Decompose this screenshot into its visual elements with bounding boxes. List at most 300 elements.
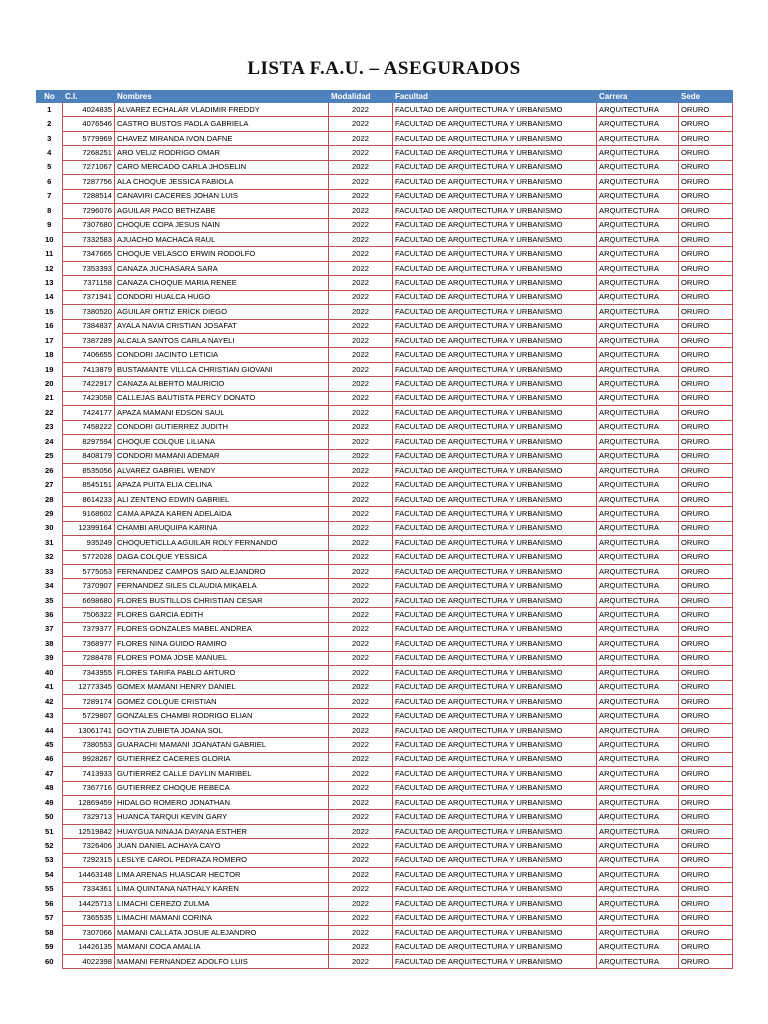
- cell-no: 32: [37, 550, 63, 564]
- cell-modalidad: 2022: [329, 175, 393, 189]
- cell-sede: ORURO: [679, 507, 733, 521]
- cell-no: 21: [37, 391, 63, 405]
- cell-nombres: GOMEX MAMANI HENRY DANIEL: [115, 680, 329, 694]
- cell-ci: 4024835: [63, 103, 115, 117]
- cell-no: 25: [37, 449, 63, 463]
- cell-sede: ORURO: [679, 565, 733, 579]
- cell-modalidad: 2022: [329, 420, 393, 434]
- table-row: [37, 189, 733, 203]
- table-row: [37, 622, 733, 636]
- cell-ci: 7368977: [63, 637, 115, 651]
- cell-carrera: ARQUITECTURA: [597, 146, 679, 160]
- cell-facultad: FACULTAD DE ARQUITECTURA Y URBANISMO: [393, 680, 597, 694]
- cell-sede: ORURO: [679, 767, 733, 781]
- cell-no: 43: [37, 709, 63, 723]
- column-header-modalidad: Modalidad: [329, 91, 393, 103]
- cell-facultad: FACULTAD DE ARQUITECTURA Y URBANISMO: [393, 897, 597, 911]
- cell-no: 3: [37, 131, 63, 145]
- cell-nombres: CANAZA JUCHASARA SARA: [115, 261, 329, 275]
- table-row: [37, 868, 733, 882]
- cell-sede: ORURO: [679, 723, 733, 737]
- cell-ci: 14426135: [63, 940, 115, 954]
- cell-ci: 5775053: [63, 565, 115, 579]
- cell-no: 37: [37, 622, 63, 636]
- cell-ci: 7406655: [63, 348, 115, 362]
- table-row: [37, 565, 733, 579]
- cell-ci: 12519842: [63, 824, 115, 838]
- cell-facultad: FACULTAD DE ARQUITECTURA Y URBANISMO: [393, 593, 597, 607]
- cell-facultad: FACULTAD DE ARQUITECTURA Y URBANISMO: [393, 824, 597, 838]
- cell-nombres: CONDORI MAMANI ADEMAR: [115, 449, 329, 463]
- table-row: [37, 117, 733, 131]
- table-row: [37, 507, 733, 521]
- cell-nombres: GUTIERREZ CACERES GLORIA: [115, 752, 329, 766]
- cell-sede: ORURO: [679, 362, 733, 376]
- cell-no: 60: [37, 954, 63, 968]
- cell-modalidad: 2022: [329, 463, 393, 477]
- cell-facultad: FACULTAD DE ARQUITECTURA Y URBANISMO: [393, 189, 597, 203]
- cell-ci: 7326406: [63, 839, 115, 853]
- cell-no: 18: [37, 348, 63, 362]
- cell-carrera: ARQUITECTURA: [597, 463, 679, 477]
- cell-sede: ORURO: [679, 478, 733, 492]
- cell-modalidad: 2022: [329, 305, 393, 319]
- cell-ci: 7307066: [63, 925, 115, 939]
- cell-no: 6: [37, 175, 63, 189]
- cell-no: 47: [37, 767, 63, 781]
- cell-facultad: FACULTAD DE ARQUITECTURA Y URBANISMO: [393, 622, 597, 636]
- cell-no: 30: [37, 521, 63, 535]
- cell-ci: 7365535: [63, 911, 115, 925]
- cell-modalidad: 2022: [329, 131, 393, 145]
- cell-sede: ORURO: [679, 117, 733, 131]
- cell-modalidad: 2022: [329, 276, 393, 290]
- cell-no: 2: [37, 117, 63, 131]
- cell-nombres: AGUILAR ORTIZ ERICK DIEGO: [115, 305, 329, 319]
- cell-facultad: FACULTAD DE ARQUITECTURA Y URBANISMO: [393, 305, 597, 319]
- cell-sede: ORURO: [679, 709, 733, 723]
- cell-modalidad: 2022: [329, 406, 393, 420]
- cell-no: 31: [37, 536, 63, 550]
- cell-modalidad: 2022: [329, 767, 393, 781]
- table-row: [37, 651, 733, 665]
- cell-facultad: FACULTAD DE ARQUITECTURA Y URBANISMO: [393, 651, 597, 665]
- cell-nombres: FLORES POMA JOSE MANUEL: [115, 651, 329, 665]
- cell-no: 4: [37, 146, 63, 160]
- cell-no: 1: [37, 103, 63, 117]
- cell-modalidad: 2022: [329, 810, 393, 824]
- cell-sede: ORURO: [679, 666, 733, 680]
- cell-no: 35: [37, 593, 63, 607]
- cell-no: 14: [37, 290, 63, 304]
- cell-nombres: JUAN DANIEL ACHAYA CAYO: [115, 839, 329, 853]
- cell-ci: 13061741: [63, 723, 115, 737]
- table-row: [37, 608, 733, 622]
- cell-nombres: LESLYE CAROL PEDRAZA ROMERO: [115, 853, 329, 867]
- cell-carrera: ARQUITECTURA: [597, 103, 679, 117]
- cell-carrera: ARQUITECTURA: [597, 565, 679, 579]
- column-header-carrera: Carrera: [597, 91, 679, 103]
- cell-carrera: ARQUITECTURA: [597, 449, 679, 463]
- cell-facultad: FACULTAD DE ARQUITECTURA Y URBANISMO: [393, 738, 597, 752]
- cell-facultad: FACULTAD DE ARQUITECTURA Y URBANISMO: [393, 637, 597, 651]
- cell-sede: ORURO: [679, 391, 733, 405]
- table-row: [37, 290, 733, 304]
- cell-modalidad: 2022: [329, 146, 393, 160]
- cell-no: 10: [37, 232, 63, 246]
- table-row: [37, 839, 733, 853]
- cell-carrera: ARQUITECTURA: [597, 824, 679, 838]
- table-row: [37, 449, 733, 463]
- cell-ci: 14425713: [63, 897, 115, 911]
- cell-ci: 7506322: [63, 608, 115, 622]
- cell-modalidad: 2022: [329, 160, 393, 174]
- table-row: [37, 680, 733, 694]
- cell-carrera: ARQUITECTURA: [597, 175, 679, 189]
- cell-carrera: ARQUITECTURA: [597, 781, 679, 795]
- cell-no: 59: [37, 940, 63, 954]
- cell-ci: 8408179: [63, 449, 115, 463]
- cell-nombres: APAZA MAMANI EDSON SAUL: [115, 406, 329, 420]
- cell-nombres: APAZA PUITA ELIA CELINA: [115, 478, 329, 492]
- cell-nombres: ALVAREZ GABRIEL WENDY: [115, 463, 329, 477]
- cell-ci: 7423058: [63, 391, 115, 405]
- cell-sede: ORURO: [679, 622, 733, 636]
- cell-modalidad: 2022: [329, 189, 393, 203]
- column-header-ci: C.I.: [63, 91, 115, 103]
- cell-ci: 7347665: [63, 247, 115, 261]
- cell-ci: 7380520: [63, 305, 115, 319]
- cell-facultad: FACULTAD DE ARQUITECTURA Y URBANISMO: [393, 406, 597, 420]
- table-row: [37, 521, 733, 535]
- cell-nombres: CONDORI GUTIERREZ JUDITH: [115, 420, 329, 434]
- cell-sede: ORURO: [679, 204, 733, 218]
- cell-no: 54: [37, 868, 63, 882]
- cell-modalidad: 2022: [329, 521, 393, 535]
- cell-sede: ORURO: [679, 261, 733, 275]
- cell-carrera: ARQUITECTURA: [597, 680, 679, 694]
- cell-facultad: FACULTAD DE ARQUITECTURA Y URBANISMO: [393, 723, 597, 737]
- cell-modalidad: 2022: [329, 334, 393, 348]
- cell-sede: ORURO: [679, 536, 733, 550]
- cell-facultad: FACULTAD DE ARQUITECTURA Y URBANISMO: [393, 709, 597, 723]
- cell-nombres: HIDALGO ROMERO JONATHAN: [115, 796, 329, 810]
- cell-facultad: FACULTAD DE ARQUITECTURA Y URBANISMO: [393, 796, 597, 810]
- cell-carrera: ARQUITECTURA: [597, 752, 679, 766]
- cell-ci: 7271067: [63, 160, 115, 174]
- cell-ci: 12869459: [63, 796, 115, 810]
- table-row: [37, 579, 733, 593]
- cell-carrera: ARQUITECTURA: [597, 694, 679, 708]
- cell-carrera: ARQUITECTURA: [597, 723, 679, 737]
- table-row: [37, 204, 733, 218]
- cell-carrera: ARQUITECTURA: [597, 261, 679, 275]
- cell-ci: 7296076: [63, 204, 115, 218]
- cell-facultad: FACULTAD DE ARQUITECTURA Y URBANISMO: [393, 853, 597, 867]
- cell-facultad: FACULTAD DE ARQUITECTURA Y URBANISMO: [393, 868, 597, 882]
- cell-ci: 12773345: [63, 680, 115, 694]
- cell-carrera: ARQUITECTURA: [597, 767, 679, 781]
- cell-facultad: FACULTAD DE ARQUITECTURA Y URBANISMO: [393, 420, 597, 434]
- cell-facultad: FACULTAD DE ARQUITECTURA Y URBANISMO: [393, 348, 597, 362]
- cell-ci: 6698680: [63, 593, 115, 607]
- cell-facultad: FACULTAD DE ARQUITECTURA Y URBANISMO: [393, 507, 597, 521]
- cell-no: 42: [37, 694, 63, 708]
- cell-facultad: FACULTAD DE ARQUITECTURA Y URBANISMO: [393, 521, 597, 535]
- cell-nombres: LIMACHI MAMANI CORINA: [115, 911, 329, 925]
- cell-sede: ORURO: [679, 435, 733, 449]
- cell-modalidad: 2022: [329, 391, 393, 405]
- cell-nombres: FERNANDEZ SILES CLAUDIA MIKAELA: [115, 579, 329, 593]
- cell-ci: 7288514: [63, 189, 115, 203]
- cell-facultad: FACULTAD DE ARQUITECTURA Y URBANISMO: [393, 940, 597, 954]
- cell-ci: 9168602: [63, 507, 115, 521]
- cell-nombres: GUTIERREZ CHOQUE REBECA: [115, 781, 329, 795]
- cell-modalidad: 2022: [329, 478, 393, 492]
- cell-modalidad: 2022: [329, 781, 393, 795]
- cell-carrera: ARQUITECTURA: [597, 478, 679, 492]
- cell-ci: 7458222: [63, 420, 115, 434]
- cell-sede: ORURO: [679, 882, 733, 896]
- cell-sede: ORURO: [679, 752, 733, 766]
- cell-modalidad: 2022: [329, 449, 393, 463]
- cell-carrera: ARQUITECTURA: [597, 131, 679, 145]
- cell-sede: ORURO: [679, 492, 733, 506]
- cell-no: 28: [37, 492, 63, 506]
- cell-carrera: ARQUITECTURA: [597, 868, 679, 882]
- cell-sede: ORURO: [679, 853, 733, 867]
- cell-facultad: FACULTAD DE ARQUITECTURA Y URBANISMO: [393, 232, 597, 246]
- cell-ci: 5779969: [63, 131, 115, 145]
- cell-ci: 12399164: [63, 521, 115, 535]
- cell-modalidad: 2022: [329, 593, 393, 607]
- cell-facultad: FACULTAD DE ARQUITECTURA Y URBANISMO: [393, 810, 597, 824]
- cell-sede: ORURO: [679, 290, 733, 304]
- cell-facultad: FACULTAD DE ARQUITECTURA Y URBANISMO: [393, 911, 597, 925]
- cell-sede: ORURO: [679, 954, 733, 968]
- cell-no: 16: [37, 319, 63, 333]
- cell-carrera: ARQUITECTURA: [597, 666, 679, 680]
- cell-modalidad: 2022: [329, 637, 393, 651]
- cell-facultad: FACULTAD DE ARQUITECTURA Y URBANISMO: [393, 175, 597, 189]
- cell-no: 40: [37, 666, 63, 680]
- cell-ci: 8535056: [63, 463, 115, 477]
- cell-sede: ORURO: [679, 608, 733, 622]
- cell-modalidad: 2022: [329, 348, 393, 362]
- cell-sede: ORURO: [679, 593, 733, 607]
- cell-nombres: LIMA QUINTANA NATHALY KAREN: [115, 882, 329, 896]
- table-row: [37, 391, 733, 405]
- cell-sede: ORURO: [679, 738, 733, 752]
- column-header-sede: Sede: [679, 91, 733, 103]
- cell-modalidad: 2022: [329, 680, 393, 694]
- cell-carrera: ARQUITECTURA: [597, 608, 679, 622]
- cell-nombres: CHOQUE COPA JESUS NAIN: [115, 218, 329, 232]
- cell-no: 24: [37, 435, 63, 449]
- cell-ci: 7287756: [63, 175, 115, 189]
- cell-no: 46: [37, 752, 63, 766]
- cell-modalidad: 2022: [329, 911, 393, 925]
- cell-modalidad: 2022: [329, 579, 393, 593]
- cell-nombres: AYALA NAVIA CRISTIAN JOSAFAT: [115, 319, 329, 333]
- cell-nombres: LIMACHI CEREZO ZULMA: [115, 897, 329, 911]
- cell-ci: 7413933: [63, 767, 115, 781]
- cell-modalidad: 2022: [329, 868, 393, 882]
- cell-facultad: FACULTAD DE ARQUITECTURA Y URBANISMO: [393, 767, 597, 781]
- cell-no: 19: [37, 362, 63, 376]
- cell-sede: ORURO: [679, 521, 733, 535]
- cell-ci: 7329713: [63, 810, 115, 824]
- cell-no: 57: [37, 911, 63, 925]
- cell-nombres: CANAVIRI CACERES JOHAN LUIS: [115, 189, 329, 203]
- cell-ci: 935249: [63, 536, 115, 550]
- cell-sede: ORURO: [679, 579, 733, 593]
- cell-nombres: ALA CHOQUE JESSICA FABIOLA: [115, 175, 329, 189]
- cell-modalidad: 2022: [329, 247, 393, 261]
- cell-carrera: ARQUITECTURA: [597, 536, 679, 550]
- cell-carrera: ARQUITECTURA: [597, 507, 679, 521]
- cell-facultad: FACULTAD DE ARQUITECTURA Y URBANISMO: [393, 752, 597, 766]
- cell-sede: ORURO: [679, 868, 733, 882]
- cell-facultad: FACULTAD DE ARQUITECTURA Y URBANISMO: [393, 276, 597, 290]
- cell-nombres: GOMEZ COLQUE CRISTIAN: [115, 694, 329, 708]
- cell-facultad: FACULTAD DE ARQUITECTURA Y URBANISMO: [393, 536, 597, 550]
- cell-modalidad: 2022: [329, 853, 393, 867]
- cell-sede: ORURO: [679, 247, 733, 261]
- table-header: [37, 91, 733, 103]
- cell-nombres: FLORES GARCIA EDITH: [115, 608, 329, 622]
- cell-ci: 7268251: [63, 146, 115, 160]
- cell-ci: 9928267: [63, 752, 115, 766]
- cell-carrera: ARQUITECTURA: [597, 637, 679, 651]
- cell-modalidad: 2022: [329, 622, 393, 636]
- table-row: [37, 334, 733, 348]
- table-row: [37, 666, 733, 680]
- cell-carrera: ARQUITECTURA: [597, 204, 679, 218]
- cell-sede: ORURO: [679, 377, 733, 391]
- cell-no: 55: [37, 882, 63, 896]
- cell-sede: ORURO: [679, 103, 733, 117]
- cell-carrera: ARQUITECTURA: [597, 377, 679, 391]
- cell-modalidad: 2022: [329, 824, 393, 838]
- cell-sede: ORURO: [679, 131, 733, 145]
- cell-modalidad: 2022: [329, 218, 393, 232]
- cell-ci: 7422917: [63, 377, 115, 391]
- table-row: [37, 420, 733, 434]
- table-row: [37, 723, 733, 737]
- cell-carrera: ARQUITECTURA: [597, 911, 679, 925]
- cell-facultad: FACULTAD DE ARQUITECTURA Y URBANISMO: [393, 839, 597, 853]
- cell-sede: ORURO: [679, 651, 733, 665]
- cell-sede: ORURO: [679, 839, 733, 853]
- cell-no: 38: [37, 637, 63, 651]
- column-header-nombres: Nombres: [115, 91, 329, 103]
- cell-nombres: CASTRO BUSTOS PAOLA GABRIELA: [115, 117, 329, 131]
- cell-ci: 14463148: [63, 868, 115, 882]
- column-header-facultad: Facultad: [393, 91, 597, 103]
- cell-ci: 4022398: [63, 954, 115, 968]
- cell-carrera: ARQUITECTURA: [597, 189, 679, 203]
- table-row: [37, 232, 733, 246]
- cell-facultad: FACULTAD DE ARQUITECTURA Y URBANISMO: [393, 435, 597, 449]
- cell-nombres: GUARACHI MAMANI JOANATAN GABRIEL: [115, 738, 329, 752]
- cell-ci: 7424177: [63, 406, 115, 420]
- cell-carrera: ARQUITECTURA: [597, 319, 679, 333]
- cell-nombres: CAMA APAZA KAREN ADELAIDA: [115, 507, 329, 521]
- cell-modalidad: 2022: [329, 954, 393, 968]
- asegurados-table: [36, 90, 733, 969]
- cell-facultad: FACULTAD DE ARQUITECTURA Y URBANISMO: [393, 694, 597, 708]
- cell-modalidad: 2022: [329, 694, 393, 708]
- cell-carrera: ARQUITECTURA: [597, 420, 679, 434]
- cell-nombres: AGUILAR PACO BETHZABE: [115, 204, 329, 218]
- table-row: [37, 406, 733, 420]
- cell-no: 48: [37, 781, 63, 795]
- table-row: [37, 218, 733, 232]
- cell-sede: ORURO: [679, 160, 733, 174]
- table-row: [37, 247, 733, 261]
- cell-carrera: ARQUITECTURA: [597, 579, 679, 593]
- cell-nombres: GOYTIA ZUBIETA JOANA SOL: [115, 723, 329, 737]
- cell-ci: 7289174: [63, 694, 115, 708]
- table-row: [37, 694, 733, 708]
- cell-ci: 5772028: [63, 550, 115, 564]
- cell-carrera: ARQUITECTURA: [597, 593, 679, 607]
- cell-carrera: ARQUITECTURA: [597, 290, 679, 304]
- cell-modalidad: 2022: [329, 319, 393, 333]
- table-row: [37, 276, 733, 290]
- cell-nombres: BUSTAMANTE VILLCA CHRISTIAN GIOVANI: [115, 362, 329, 376]
- cell-no: 45: [37, 738, 63, 752]
- table-row: [37, 738, 733, 752]
- cell-nombres: ARO VELIZ RODRIGO OMAR: [115, 146, 329, 160]
- cell-carrera: ARQUITECTURA: [597, 348, 679, 362]
- cell-carrera: ARQUITECTURA: [597, 651, 679, 665]
- cell-carrera: ARQUITECTURA: [597, 925, 679, 939]
- cell-nombres: DAGA COLQUE YESSICA: [115, 550, 329, 564]
- cell-modalidad: 2022: [329, 565, 393, 579]
- cell-modalidad: 2022: [329, 940, 393, 954]
- cell-nombres: FLORES GONZALES MABEL ANDREA: [115, 622, 329, 636]
- cell-sede: ORURO: [679, 925, 733, 939]
- table-row: [37, 261, 733, 275]
- table-row: [37, 853, 733, 867]
- cell-ci: 7371941: [63, 290, 115, 304]
- cell-facultad: FACULTAD DE ARQUITECTURA Y URBANISMO: [393, 449, 597, 463]
- cell-nombres: CARO MERCADO CARLA JHOSELIN: [115, 160, 329, 174]
- cell-ci: 7384837: [63, 319, 115, 333]
- cell-carrera: ARQUITECTURA: [597, 232, 679, 246]
- cell-no: 34: [37, 579, 63, 593]
- cell-ci: 7288478: [63, 651, 115, 665]
- cell-no: 5: [37, 160, 63, 174]
- cell-ci: 7343955: [63, 666, 115, 680]
- cell-modalidad: 2022: [329, 204, 393, 218]
- cell-carrera: ARQUITECTURA: [597, 406, 679, 420]
- cell-ci: 7332583: [63, 232, 115, 246]
- table-row: [37, 882, 733, 896]
- cell-no: 56: [37, 897, 63, 911]
- table-row: [37, 160, 733, 174]
- cell-no: 12: [37, 261, 63, 275]
- cell-ci: 7413879: [63, 362, 115, 376]
- table-row: [37, 897, 733, 911]
- cell-carrera: ARQUITECTURA: [597, 810, 679, 824]
- cell-carrera: ARQUITECTURA: [597, 247, 679, 261]
- cell-no: 44: [37, 723, 63, 737]
- cell-sede: ORURO: [679, 680, 733, 694]
- cell-nombres: FLORES TARIFA PABLO ARTURO: [115, 666, 329, 680]
